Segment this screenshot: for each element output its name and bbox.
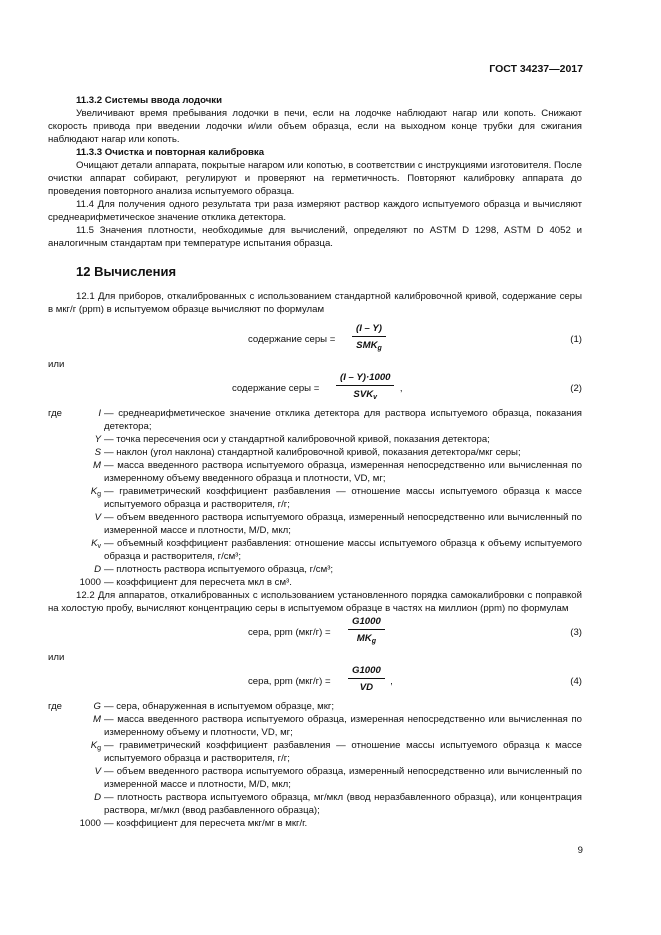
definition-row — [48, 537, 582, 563]
definition-text: — коэффициент для пересчета мкл в см³. — [104, 577, 292, 588]
definition-row — [48, 485, 582, 511]
or-text-1: или — [48, 359, 65, 370]
definition-symbol: V — [94, 766, 101, 777]
definition-row — [48, 433, 582, 446]
definition-row — [48, 791, 582, 817]
definition-lead: где — [48, 701, 63, 712]
definition-symbol: 1000 — [79, 577, 101, 588]
formula-1-numerator: (I – Y) — [352, 322, 386, 337]
definition-text: — плотность раствора испытуемого образца, мг/мкл (ввод неразбавленного образца), или концентрация раствора, мг/мкл (ввод разбавленного образца); — [104, 792, 582, 816]
section-11-3-2-text: Увеличивают время пребывания лодочки в печи, если на лодочке наблюдают нагар или копоть. Снижают скорость привода при введении лодочки и/или объем образца, если на выходном конце трубки для сжигания наблюдают нагар или копоть. — [48, 108, 582, 145]
definition-text: — коэффициент для пересчета мкг/мг в мкг/г. — [104, 818, 308, 829]
or-text-2: или — [48, 652, 65, 663]
definition-symbol: D — [94, 792, 101, 803]
definition-symbol: $K_v$ — [91, 538, 101, 550]
formula-1-label: содержание серы = — [248, 334, 336, 345]
definition-row — [48, 511, 582, 537]
formula-4-label: сера, ppm (мкг/г) = — [248, 676, 331, 687]
definition-symbol: 1000 — [79, 818, 101, 829]
section-12-1-text: 12.1 Для приборов, откалиброванных с использованием стандартной калибровочной кривой, содержание серы в мкг/г (ppm) в испытуемом образце вычисляют по формулам — [48, 291, 582, 315]
definition-text: — объем введенного раствора испытуемого образца, измеренный непосредственно или вычисленный по измеренной массе и плотности, M/D, мкл; — [104, 766, 582, 790]
definition-text: — гравиметрический коэффициент разбавления — отношение массы испытуемого образца к массе испытуемого образца и растворителя, г/г; — [104, 740, 582, 764]
definition-row — [48, 817, 582, 830]
section-12-heading: 12 Вычисления — [76, 264, 177, 279]
formula-1-number: (1) — [570, 334, 582, 345]
definition-symbol: Y — [94, 434, 101, 445]
formula-4-number: (4) — [570, 676, 582, 687]
definitions-list-2 — [48, 700, 582, 830]
formula-3-denominator: $MK_g$ — [356, 633, 376, 645]
formula-4-numerator: G1000 — [348, 664, 385, 679]
definition-symbol: $K_g$ — [90, 486, 101, 498]
formula-4 — [48, 664, 582, 700]
definition-symbol: где G — [48, 701, 101, 712]
formula-1-denominator: $SMK_g$ — [356, 340, 382, 352]
definition-text: — масса введенного раствора испытуемого образца, измеренная непосредственно или вычисленная по измеренному объему введенного образца и плотности, VD, мг; — [104, 460, 582, 484]
formula-1 — [48, 322, 582, 358]
page-content — [48, 94, 582, 830]
definition-text: — объем введенного раствора испытуемого образца, измеренный непосредственно или вычисленный по измеренной массе и плотности, M/D, мкл; — [104, 512, 582, 536]
section-11-5-text: 11.5 Значения плотности, необходимые для вычислений, определяют по ASTM D 1298, ASTM D 4052 и аналогичным стандартам при температуре испытания образца. — [48, 225, 582, 249]
section-11-4-text: 11.4 Для получения одного результата три раза измеряют раствор каждого испытуемого образца и вычисляют среднеарифметическое значение отклика детектора. — [48, 199, 582, 223]
definition-row — [48, 446, 582, 459]
definition-text: — среднеарифметическое значение отклика детектора для раствора испытуемого образца, показания детектора; — [104, 408, 582, 432]
formula-3-number: (3) — [570, 627, 582, 638]
section-11-3-3-heading: 11.3.3 Очистка и повторная калибровка — [76, 147, 265, 158]
definition-text: — гравиметрический коэффициент разбавления — отношение массы испытуемого образца к массе испытуемого образца и растворителя, г/г; — [104, 486, 582, 510]
formula-2 — [48, 371, 582, 407]
definition-text: — объемный коэффициент разбавления: отношение массы испытуемого образца к объему испытуемого образца и растворителя, г/см³; — [104, 538, 582, 562]
section-12-2-text: 12.2 Для аппаратов, откалиброванных с использованием установленного порядка самокалибровки с поправкой на холостую пробу, вычисляют концентрацию серы в испытуемом образце в частях на миллион (ppm) по формулам — [48, 590, 582, 614]
formula-2-denominator: $SVK_v$ — [353, 389, 378, 401]
definition-row — [48, 563, 582, 576]
definition-row — [48, 459, 582, 485]
section-11-3-3-text: Очищают детали аппарата, покрытые нагаром или копотью, в соответствии с инструкциями изготовителя. После очистки аппарат собирают, регулируют и проверяют на герметичность. Повторяют калибровку аппарата до проведения повторного анализа испытуемого образца. — [48, 160, 582, 197]
definition-symbol: M — [93, 714, 101, 725]
definition-row — [48, 713, 582, 739]
formula-1-fraction — [352, 322, 386, 355]
formula-3-fraction — [348, 615, 385, 648]
definition-row — [48, 700, 582, 713]
definition-symbol: $K_g$ — [90, 740, 101, 752]
definition-symbol: S — [94, 447, 101, 458]
formula-2-number: (2) — [570, 383, 582, 394]
definition-symbol: M — [93, 460, 101, 471]
definition-lead: где — [48, 408, 63, 419]
definition-row — [48, 739, 582, 765]
definition-row — [48, 765, 582, 791]
definition-symbol: V — [94, 512, 101, 523]
definition-text: — наклон (угол наклона) стандартной калибровочной кривой, показания детектора/мкг серы; — [104, 447, 521, 458]
formula-2-fraction: (I – Y)·1000 $SVK_v$ , — [336, 371, 394, 404]
definition-text: — точка пересечения оси y стандартной калибровочной кривой, показания детектора; — [104, 434, 490, 445]
definitions-list-1 — [48, 407, 582, 589]
formula-3-label: сера, ppm (мкг/г) = — [248, 627, 331, 638]
page-number: 9 — [577, 845, 583, 856]
definition-text: — масса введенного раствора испытуемого образца, измеренная непосредственно или вычисленная по измеренному объему и плотности, VD, мг; — [104, 714, 582, 738]
definition-text: — сера, обнаруженная в испытуемом образце, мкг; — [104, 701, 335, 712]
definition-symbol: D — [94, 564, 101, 575]
formula-4-fraction: G1000 VD , — [348, 664, 385, 697]
formula-3 — [48, 615, 582, 651]
formula-2-numerator: (I – Y)·1000 — [336, 371, 394, 386]
formula-4-denominator: VD — [359, 682, 374, 693]
definition-row — [48, 576, 582, 589]
definition-symbol: где I — [48, 408, 101, 419]
formula-2-label: содержание серы = — [232, 383, 320, 394]
definition-row — [48, 407, 582, 433]
formula-3-numerator: G1000 — [348, 615, 385, 630]
section-11-3-2-heading: 11.3.2 Системы ввода лодочки — [76, 95, 223, 106]
definition-text: — плотность раствора испытуемого образца, г/см³; — [104, 564, 334, 575]
document-header-id: ГОСТ 34237—2017 — [489, 63, 583, 75]
